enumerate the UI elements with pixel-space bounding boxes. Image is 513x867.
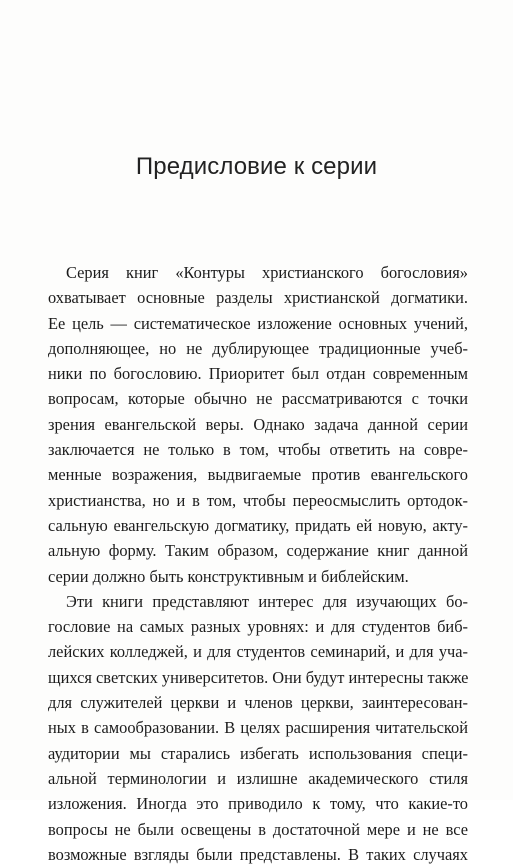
text-line: гословие на самых разных уровнях: и для студентов биб-	[48, 617, 468, 637]
text-line: вопросы не были освещены в достаточной мере и не все	[48, 819, 468, 839]
text-line: альную форму. Таким образом, содержание книг данной	[48, 541, 468, 561]
text-line: Эти книги представляют интерес для изучающих бо-	[66, 591, 468, 611]
text-line: заключается не только в том, чтобы ответить на совре-	[48, 440, 468, 460]
chapter-heading: Предисловие к серии	[135, 153, 378, 180]
text-line: охватывает основные разделы христианской догматики.	[48, 288, 468, 308]
text-line: изложения. Иногда это приводило к тому, что какие-то	[48, 794, 468, 814]
text-line: Серия книг «Контуры христианского богословия»	[66, 263, 468, 282]
paragraph-2	[48, 589, 468, 867]
text-line: зрения евангельской веры. Однако задача данной серии	[48, 414, 468, 434]
text-line: Ее цель — систематическое изложение основных учений,	[48, 313, 468, 333]
body-text	[48, 260, 468, 867]
text-line: альной терминологии и излишне академического стиля	[48, 768, 468, 788]
text-line: христианства, но и в том, чтобы переосмыслить ортодок-	[48, 490, 468, 510]
text-line: ники по богословию. Приоритет был отдан современным	[48, 364, 468, 384]
text-line: ных в самообразовании. В целях расширения читательской	[48, 718, 468, 738]
text-line: менные возражения, выдвигаемые против евангельского	[48, 465, 468, 485]
text-line: аудитории мы старались избегать использования специ-	[48, 743, 468, 763]
text-line: вопросам, которые обычно не рассматриваются с точки	[48, 389, 468, 409]
text-line: серии должно быть конструктивным и библейским.	[48, 566, 409, 586]
paragraph-1	[48, 260, 468, 589]
text-line: для служителей церкви и членов церкви, заинтересован-	[48, 693, 468, 713]
text-line: возможные взгляды были представлены. В таких случаях	[48, 844, 468, 864]
text-line: лейских колледжей, и для студентов семинарий, и для уча-	[48, 642, 468, 662]
text-line: щихся светских университетов. Они будут интересны также	[48, 667, 469, 687]
text-line: сальную евангельскую догматику, придать ей новую, акту-	[48, 515, 468, 535]
text-line: дополняющее, но не дублирующее традиционные учеб-	[48, 338, 468, 358]
